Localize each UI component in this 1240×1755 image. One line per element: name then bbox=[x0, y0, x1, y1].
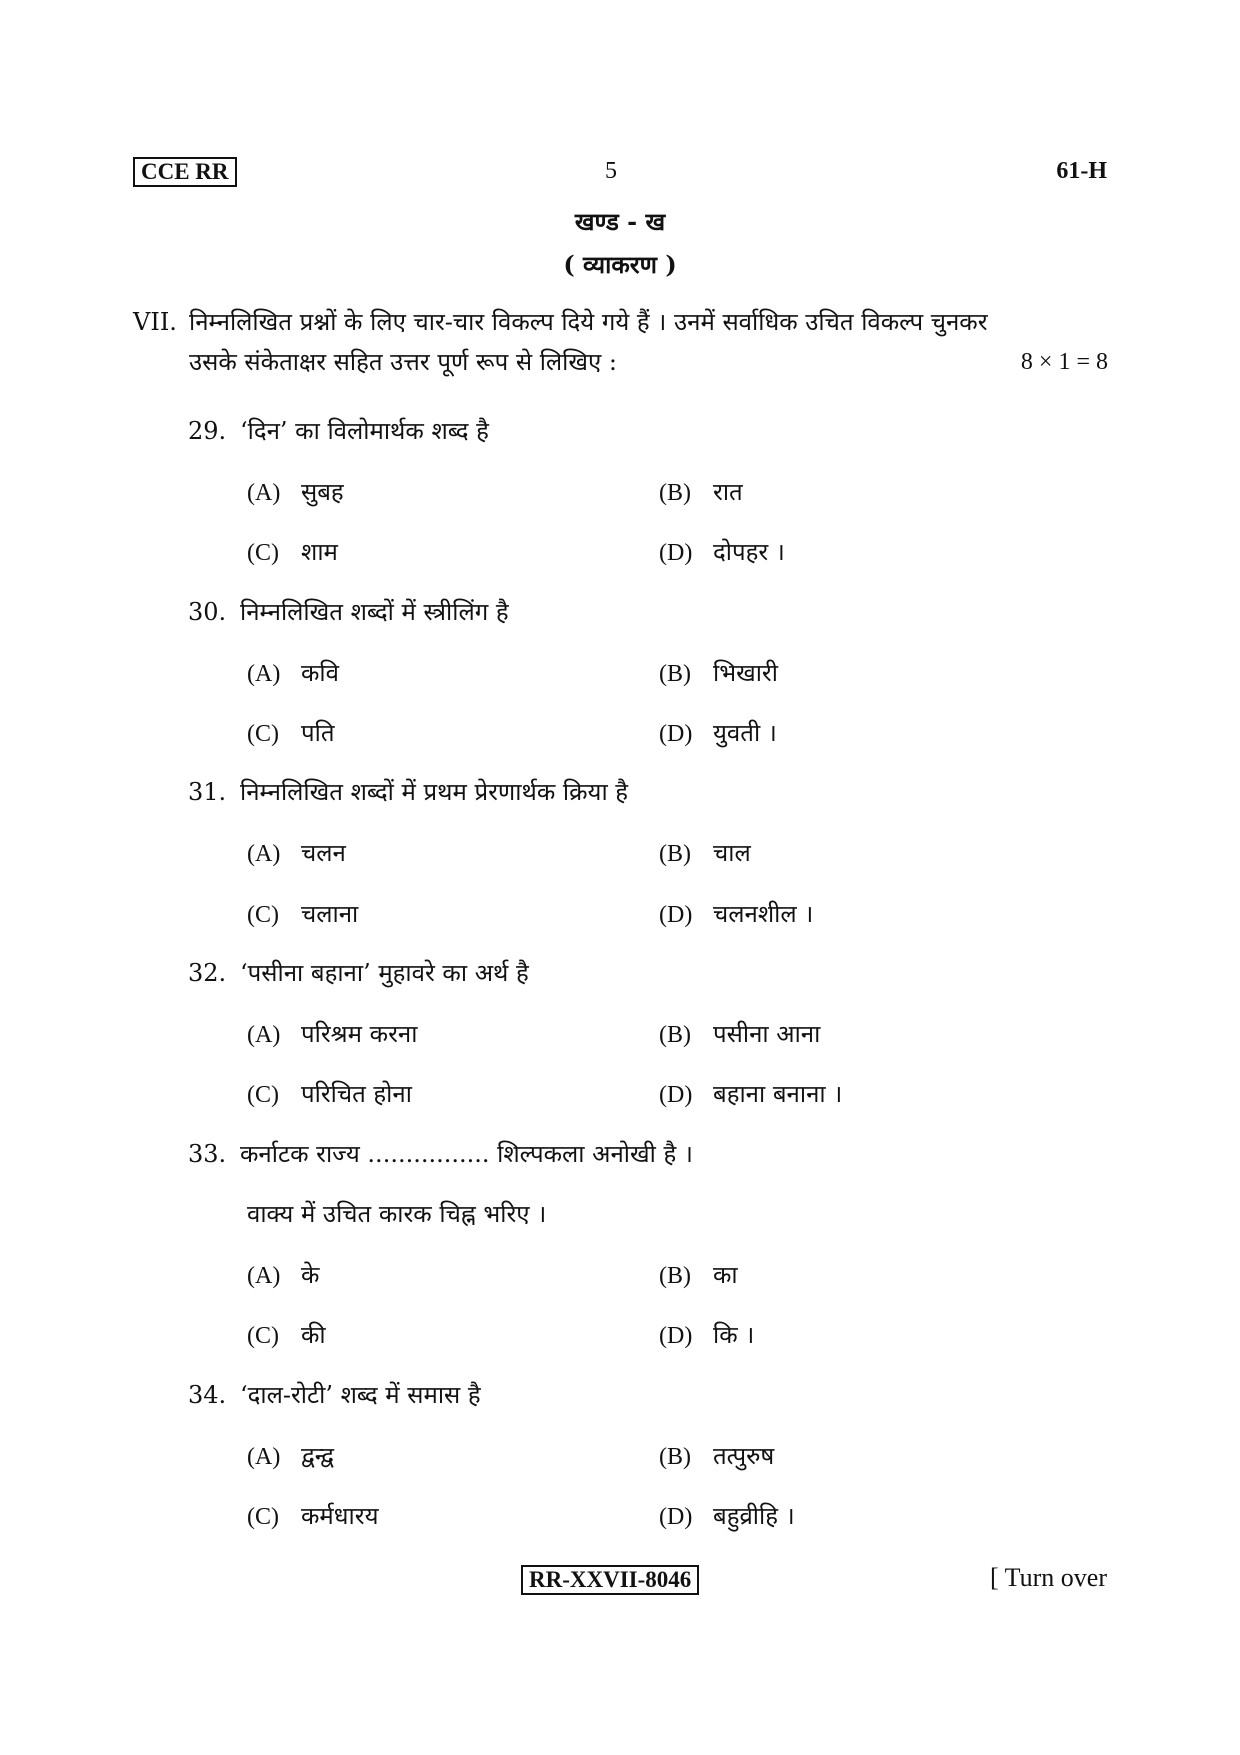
question-33-subtext: वाक्य में उचित कारक चिह्न भरिए । bbox=[247, 1200, 547, 1228]
option-a bbox=[247, 475, 344, 510]
option-d bbox=[659, 1499, 795, 1534]
option-text: दोपहर । bbox=[713, 538, 785, 566]
option-text: की bbox=[301, 1321, 326, 1349]
option-b bbox=[659, 656, 778, 691]
option-text: चाल bbox=[713, 839, 751, 867]
question-33 bbox=[188, 1137, 1088, 1171]
option-c bbox=[247, 1499, 379, 1534]
question-text: ‘पसीना बहाना’ मुहावरे का अर्थ है bbox=[240, 959, 529, 987]
option-label: (D) bbox=[659, 540, 693, 566]
question-34 bbox=[188, 1378, 1088, 1412]
option-d bbox=[659, 716, 777, 751]
section-subtitle: ( व्याकरण ) bbox=[563, 250, 677, 279]
option-text: परिचित होना bbox=[301, 1080, 412, 1108]
option-text: चलाना bbox=[301, 900, 359, 928]
option-text: बहुव्रीहि । bbox=[713, 1502, 795, 1530]
option-b bbox=[659, 475, 743, 510]
option-text: द्वन्द्व bbox=[301, 1442, 334, 1470]
option-c bbox=[247, 535, 338, 570]
option-label: (A) bbox=[247, 661, 281, 687]
option-label: (D) bbox=[659, 902, 693, 928]
option-text: कवि bbox=[301, 659, 339, 687]
option-a bbox=[247, 656, 339, 691]
option-label: (D) bbox=[659, 1504, 693, 1530]
option-label: (B) bbox=[659, 1022, 691, 1048]
option-label: (A) bbox=[247, 841, 281, 867]
instruction-line-2: उसके संकेताक्षर सहित उत्तर पूर्ण रूप से लिखिए : bbox=[189, 348, 618, 376]
option-text: बहाना बनाना । bbox=[713, 1080, 843, 1108]
option-c bbox=[247, 1318, 326, 1353]
instruction-number: VII. bbox=[133, 308, 177, 336]
option-label: (D) bbox=[659, 1082, 693, 1108]
option-label: (A) bbox=[247, 1022, 281, 1048]
option-text: के bbox=[301, 1261, 320, 1289]
question-text: ‘दिन’ का विलोमार्थक शब्द है bbox=[240, 417, 489, 445]
option-a bbox=[247, 1439, 334, 1474]
option-d bbox=[659, 1318, 754, 1353]
option-label: (B) bbox=[659, 1263, 691, 1289]
option-label: (C) bbox=[247, 721, 279, 747]
instruction-line-1: निम्नलिखित प्रश्नों के लिए चार-चार विकल्प दिये गये हैं । उनमें सर्वाधिक उचित विकल्प चुनकर bbox=[189, 308, 988, 336]
option-label: (C) bbox=[247, 540, 279, 566]
question-number: 30. bbox=[188, 598, 227, 626]
option-text: चलन bbox=[301, 839, 346, 867]
option-text: रात bbox=[713, 478, 743, 506]
marks-scheme: 8 × 1 = 8 bbox=[1020, 349, 1108, 375]
option-c bbox=[247, 716, 335, 751]
footer-code-box: RR-XXVII-8046 bbox=[521, 1565, 699, 1595]
option-b bbox=[659, 836, 751, 871]
section-title: खण्ड - ख bbox=[574, 207, 666, 236]
option-text: कि । bbox=[713, 1321, 755, 1349]
question-text: निम्नलिखित शब्दों में प्रथम प्रेरणार्थक क्रिया है bbox=[240, 778, 629, 806]
option-a bbox=[247, 1017, 417, 1052]
option-label: (C) bbox=[247, 902, 279, 928]
option-text: परिश्रम करना bbox=[301, 1020, 418, 1048]
turn-over-note: [ Turn over bbox=[989, 1563, 1107, 1592]
option-label: (C) bbox=[247, 1504, 279, 1530]
paper-code: 61-H bbox=[1056, 158, 1107, 184]
question-text: कर्नाटक राज्य ................ शिल्पकला अनोखी है । bbox=[240, 1140, 693, 1168]
question-29 bbox=[188, 414, 1088, 448]
question-number: 29. bbox=[188, 417, 227, 445]
question-number: 31. bbox=[188, 778, 227, 806]
option-label: (B) bbox=[659, 841, 691, 867]
question-number: 32. bbox=[188, 959, 227, 987]
option-text: पति bbox=[301, 719, 335, 747]
option-b bbox=[659, 1258, 738, 1293]
option-label: (C) bbox=[247, 1323, 279, 1349]
option-label: (D) bbox=[659, 721, 693, 747]
option-b bbox=[659, 1439, 774, 1474]
option-a bbox=[247, 836, 346, 871]
page-number: 5 bbox=[605, 158, 617, 184]
option-text: भिखारी bbox=[713, 659, 778, 687]
question-number: 33. bbox=[188, 1140, 227, 1168]
option-label: (C) bbox=[247, 1082, 279, 1108]
question-31 bbox=[188, 775, 1088, 809]
question-32 bbox=[188, 956, 1088, 990]
instruction-block bbox=[133, 302, 1108, 382]
question-text: निम्नलिखित शब्दों में स्त्रीलिंग है bbox=[240, 598, 509, 626]
option-c bbox=[247, 1077, 412, 1112]
option-label: (B) bbox=[659, 480, 691, 506]
option-c bbox=[247, 897, 358, 932]
question-30 bbox=[188, 595, 1088, 629]
option-text: का bbox=[713, 1261, 738, 1289]
option-b bbox=[659, 1017, 820, 1052]
option-label: (A) bbox=[247, 480, 281, 506]
question-number: 34. bbox=[188, 1381, 227, 1409]
option-text: कर्मधारय bbox=[301, 1502, 379, 1530]
option-text: युवती । bbox=[713, 719, 777, 747]
option-text: पसीना आना bbox=[713, 1020, 821, 1048]
option-text: सुबह bbox=[301, 478, 344, 506]
header-code-box: CCE RR bbox=[133, 157, 237, 187]
option-label: (A) bbox=[247, 1444, 281, 1470]
option-d bbox=[659, 535, 785, 570]
option-label: (A) bbox=[247, 1263, 281, 1289]
option-text: शाम bbox=[301, 538, 338, 566]
option-a bbox=[247, 1258, 319, 1293]
option-text: चलनशील । bbox=[713, 900, 814, 928]
option-label: (B) bbox=[659, 1444, 691, 1470]
option-d bbox=[659, 1077, 842, 1112]
option-label: (D) bbox=[659, 1323, 693, 1349]
option-d bbox=[659, 897, 813, 932]
option-label: (B) bbox=[659, 661, 691, 687]
question-text: ‘दाल-रोटी’ शब्द में समास है bbox=[240, 1381, 481, 1409]
option-text: तत्पुरुष bbox=[713, 1442, 775, 1470]
